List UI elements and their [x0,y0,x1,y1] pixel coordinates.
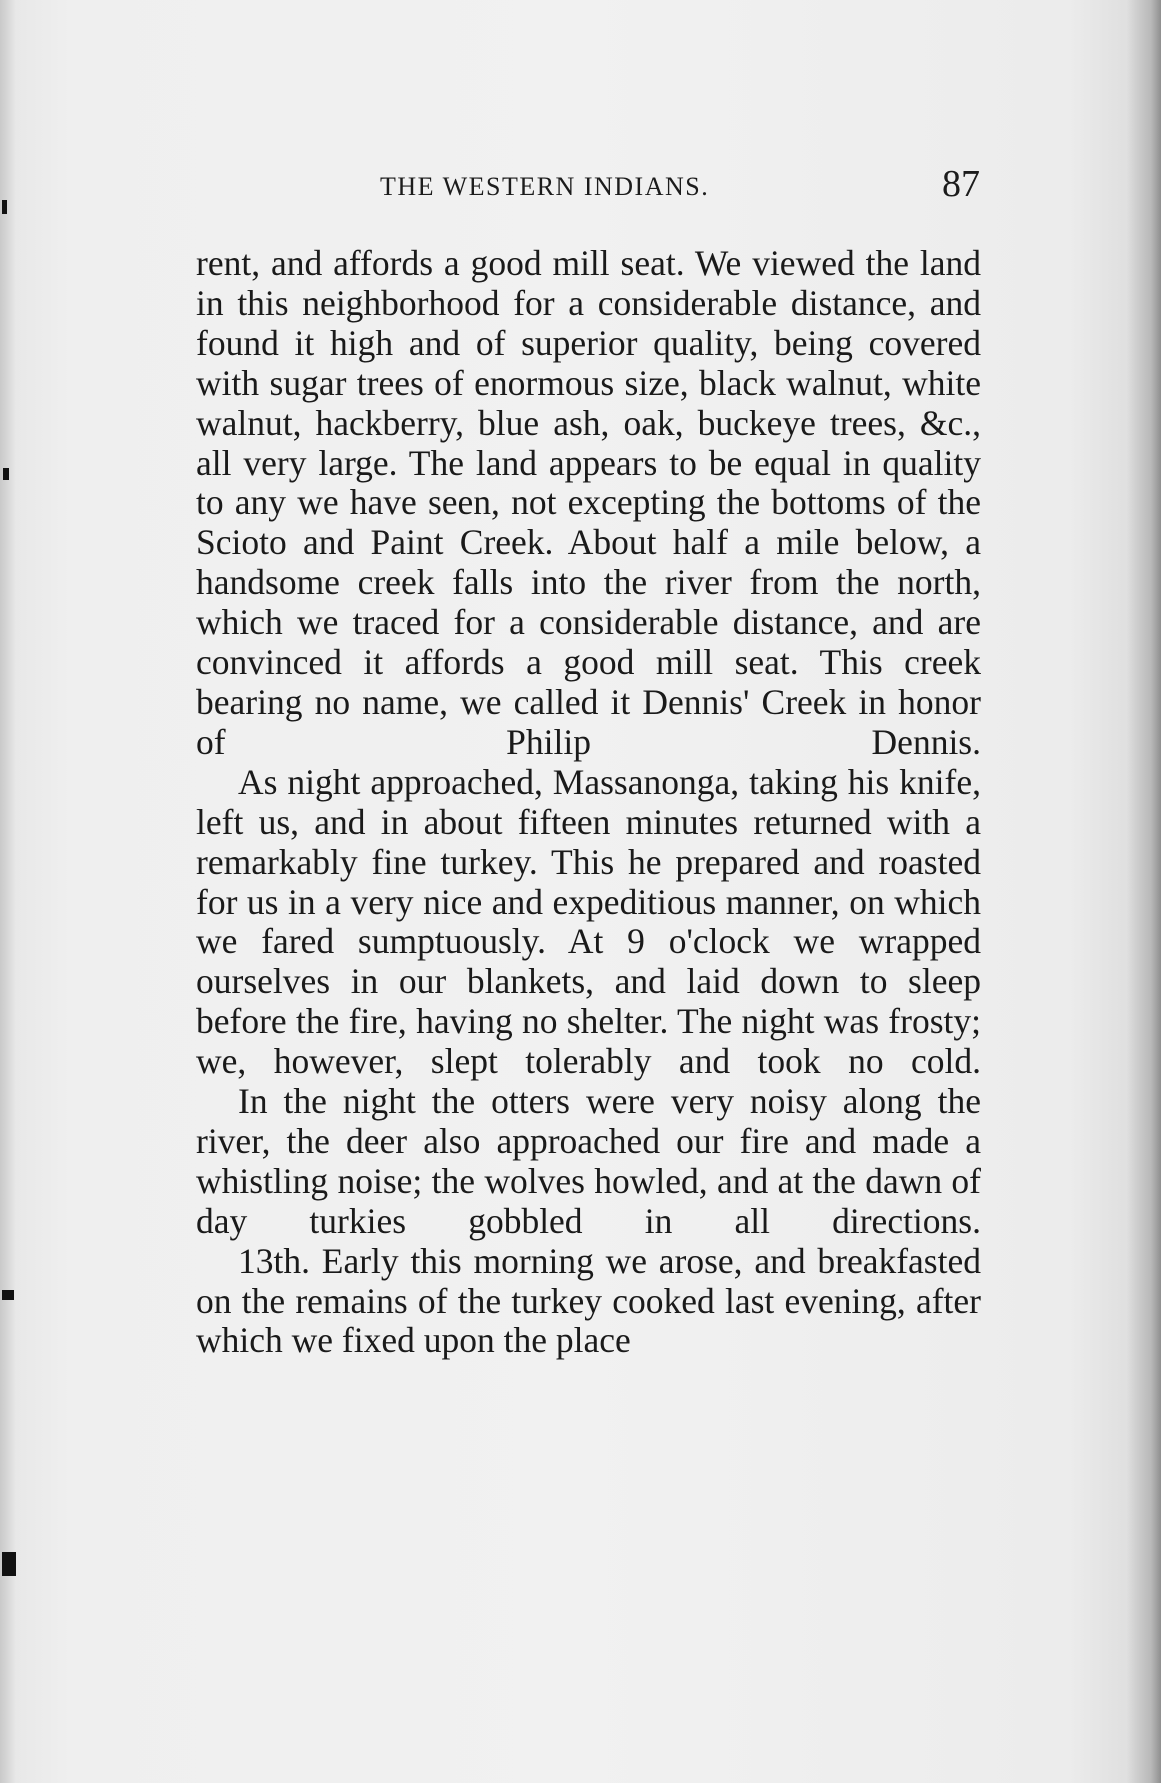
margin-mark [2,200,7,214]
page-number: 87 [942,163,980,205]
paragraph: As night approached, Massanonga, taking his knife, left us, and in about fifteen minutes returned with a remarkably fine turkey. This he prepared and roasted for us in a very nice and expeditious manner, on which we fared sumptuously. At 9 o'clock we wrapped ourselves in our blankets, and laid down to sleep before the fire, having no shelter. The night was frosty; we, however, slept tolerably and took no cold. [196,761,981,1082]
margin-mark [3,468,9,480]
paragraph: rent, and affords a good mill seat. We viewed the land in this neighborhood for a considerable distance, and found it high and of superior quality, being covered with sugar trees of enormous size, black walnut, white walnut, hackberry, blue ash, oak, buckeye trees, &c., all very large. The land appears to be equal in quality to any we have seen, not excepting the bottoms of the Scioto and Paint Creek. About half a mile below, a handsome creek falls into the river from the north, which we traced for a considerable distance, and are convinced it affords a good mill seat. This creek bearing no name, we called it Dennis' Creek in honor of Philip Dennis. [196,243,981,762]
margin-mark [2,1290,14,1300]
running-title: THE WESTERN INDIANS. [380,172,710,201]
paragraph: 13th. Early this morning we arose, and breakfasted on the remains of the turkey cooked last evening, after which we fixed upon the place [196,1240,981,1361]
body-text [196,244,981,1361]
margin-mark [2,1552,16,1576]
running-head [200,162,980,212]
paragraph: In the night the otters were very noisy along the river, the deer also approached our fire and made a whistling noise; the wolves howled, and at the dawn of day turkies gobbled in all directions. [196,1081,981,1241]
